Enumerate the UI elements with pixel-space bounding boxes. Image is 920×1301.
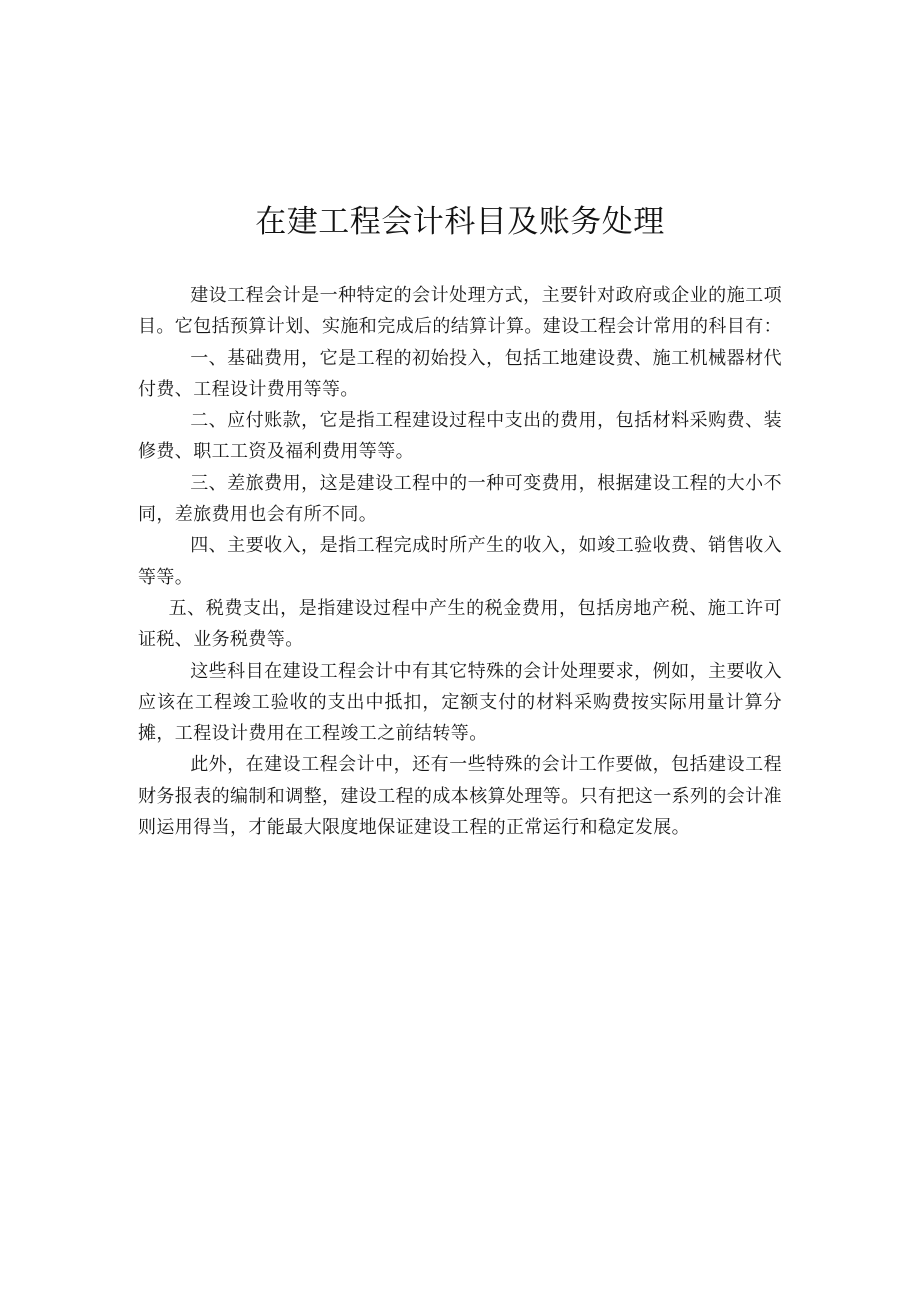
document-title: 在建工程会计科目及账务处理 [255,204,665,240]
paragraph-item-1: 一、基础费用，它是工程的初始投入，包括工地建设费、施工机械器材代付费、工程设计费用等等。 [138,347,782,400]
paragraph-item-5: 五、税费支出，是指建设过程中产生的税金费用，包括房地产税、施工许可证税、业务税费等。 [138,597,782,651]
paragraph-item-2: 二、应付账款，它是指工程建设过程中支出的费用，包括材料采购费、装修费、职工工资及福利费用等等。 [138,410,782,463]
paragraph-item-3: 三、差旅费用，这是建设工程中的一种可变费用，根据建设工程的大小不同，差旅费用也会有所不同。 [138,472,782,526]
document-body [138,280,782,843]
paragraph-conclusion: 此外，在建设工程会计中，还有一些特殊的会计工作要做，包括建设工程财务报表的编制和调整，建设工程的成本核算处理等。只有把这一系列的会计准则运用得当，才能最大限度地保证建设工程的正常运行和稳定发展。 [138,754,782,839]
paragraph-special-requirements: 这些科目在建设工程会计中有其它特殊的会计处理要求，例如，主要收入应该在工程竣工验收的支出中抵扣，定额支付的材料采购费按实际用量计算分摊，工程设计费用在工程竣工之前结转等。 [138,660,782,745]
paragraph-item-4: 四、主要收入，是指工程完成时所产生的收入，如竣工验收费、销售收入等等。 [138,535,782,588]
paragraph-intro: 建设工程会计是一种特定的会计处理方式，主要针对政府或企业的施工项目。它包括预算计划、实施和完成后的结算计算。建设工程会计常用的科目有： [138,285,782,338]
